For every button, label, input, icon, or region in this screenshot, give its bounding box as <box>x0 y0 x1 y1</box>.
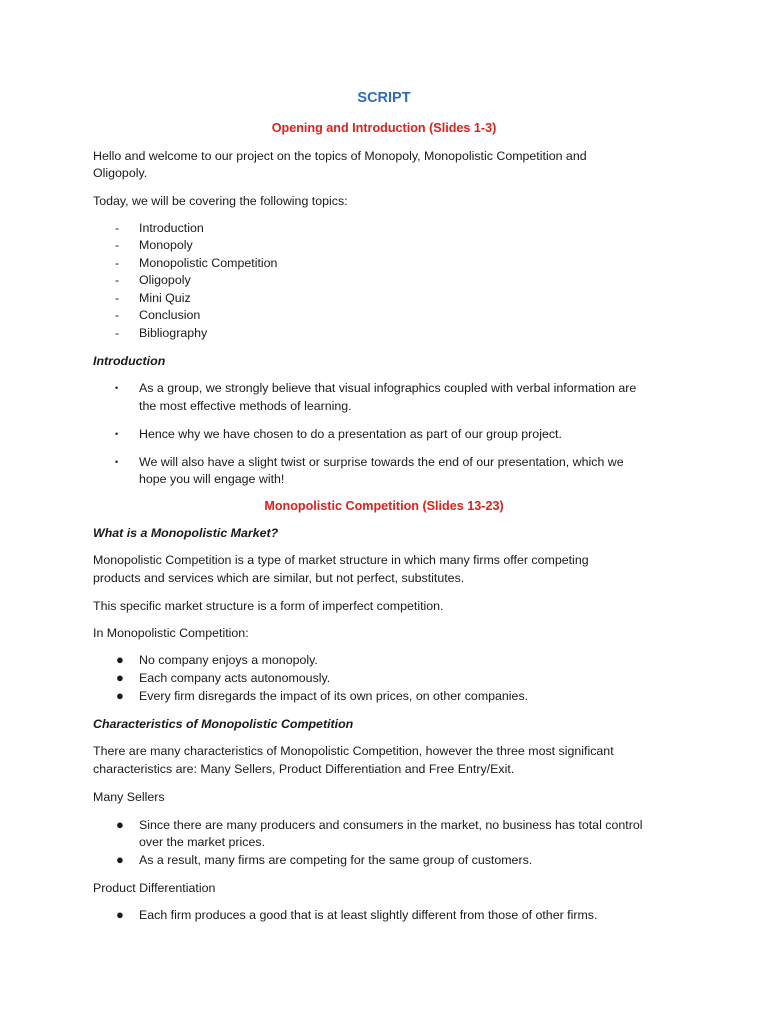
subheading-introduction: Introduction <box>93 354 166 368</box>
list-item: No company enjoys a monopoly. <box>139 653 318 667</box>
bullet-marker: ● <box>116 907 124 922</box>
list-item: Mini Quiz <box>139 291 191 305</box>
list-item: As a group, we strongly believe that visual infographics coupled with verbal information are <box>139 381 637 395</box>
char-paragraph-line: characteristics are: Many Sellers, Product Differentiation and Free Entry/Exit. <box>93 762 515 776</box>
list-item: Introduction <box>139 221 204 235</box>
bullet-marker: • <box>115 457 119 467</box>
subheading-what-is: What is a Monopolistic Market? <box>93 526 279 540</box>
list-item: Each firm produces a good that is at least slightly different from those of other firms. <box>139 908 598 922</box>
what-paragraph-line: Monopolistic Competition is a type of market structure in which many firms offer competing <box>93 553 589 567</box>
list-item: Bibliography <box>139 326 208 340</box>
list-item: Monopoly <box>139 238 193 252</box>
list-item: Hence why we have chosen to do a presentation as part of our group project. <box>139 427 562 441</box>
dash-marker: - <box>115 273 120 287</box>
list-item: As a result, many firms are competing for the same group of customers. <box>139 853 533 867</box>
bullet-marker: ● <box>116 817 124 832</box>
dash-marker: - <box>115 291 120 305</box>
subheading-characteristics: Characteristics of Monopolistic Competition <box>93 717 354 731</box>
subheading-many-sellers: Many Sellers <box>93 790 165 804</box>
specific-paragraph: This specific market structure is a form of imperfect competition. <box>93 599 444 613</box>
dash-marker: - <box>115 238 120 252</box>
today-paragraph: Today, we will be covering the following topics: <box>93 194 348 208</box>
dash-marker: - <box>115 308 120 322</box>
dash-marker: - <box>115 221 120 235</box>
intro-paragraph-line: Oligopoly. <box>93 166 148 180</box>
in-mc-label: In Monopolistic Competition: <box>93 626 249 640</box>
list-item: Each company acts autonomously. <box>139 671 331 685</box>
what-paragraph-line: products and services which are similar, but not perfect, substitutes. <box>93 571 465 585</box>
dash-marker: - <box>115 326 120 340</box>
bullet-marker: • <box>115 383 119 393</box>
list-item-continuation: hope you will engage with! <box>139 472 285 486</box>
list-item: Monopolistic Competition <box>139 256 278 270</box>
bullet-marker: ● <box>116 652 124 667</box>
bullet-marker: • <box>115 429 119 439</box>
list-item-continuation: over the market prices. <box>139 835 266 849</box>
list-item: Since there are many producers and consumers in the market, no business has total control <box>139 818 643 832</box>
list-item-continuation: the most effective methods of learning. <box>139 399 352 413</box>
list-item: Oligopoly <box>139 273 191 287</box>
dash-marker: - <box>115 256 120 270</box>
document-title: SCRIPT <box>357 90 411 106</box>
char-paragraph-line: There are many characteristics of Monopolistic Competition, however the three most significant <box>93 744 614 758</box>
subheading-product-differentiation: Product Differentiation <box>93 881 216 895</box>
section-heading-monopolistic: Monopolistic Competition (Slides 13-23) <box>264 499 504 513</box>
list-item: Every firm disregards the impact of its own prices, on other companies. <box>139 689 529 703</box>
intro-paragraph-line: Hello and welcome to our project on the topics of Monopoly, Monopolistic Competition and <box>93 149 587 163</box>
bullet-marker: ● <box>116 688 124 703</box>
list-item: We will also have a slight twist or surprise towards the end of our presentation, which we <box>139 455 624 469</box>
list-item: Conclusion <box>139 308 201 322</box>
bullet-marker: ● <box>116 852 124 867</box>
section-heading-opening: Opening and Introduction (Slides 1-3) <box>271 121 497 135</box>
bullet-marker: ● <box>116 670 124 685</box>
